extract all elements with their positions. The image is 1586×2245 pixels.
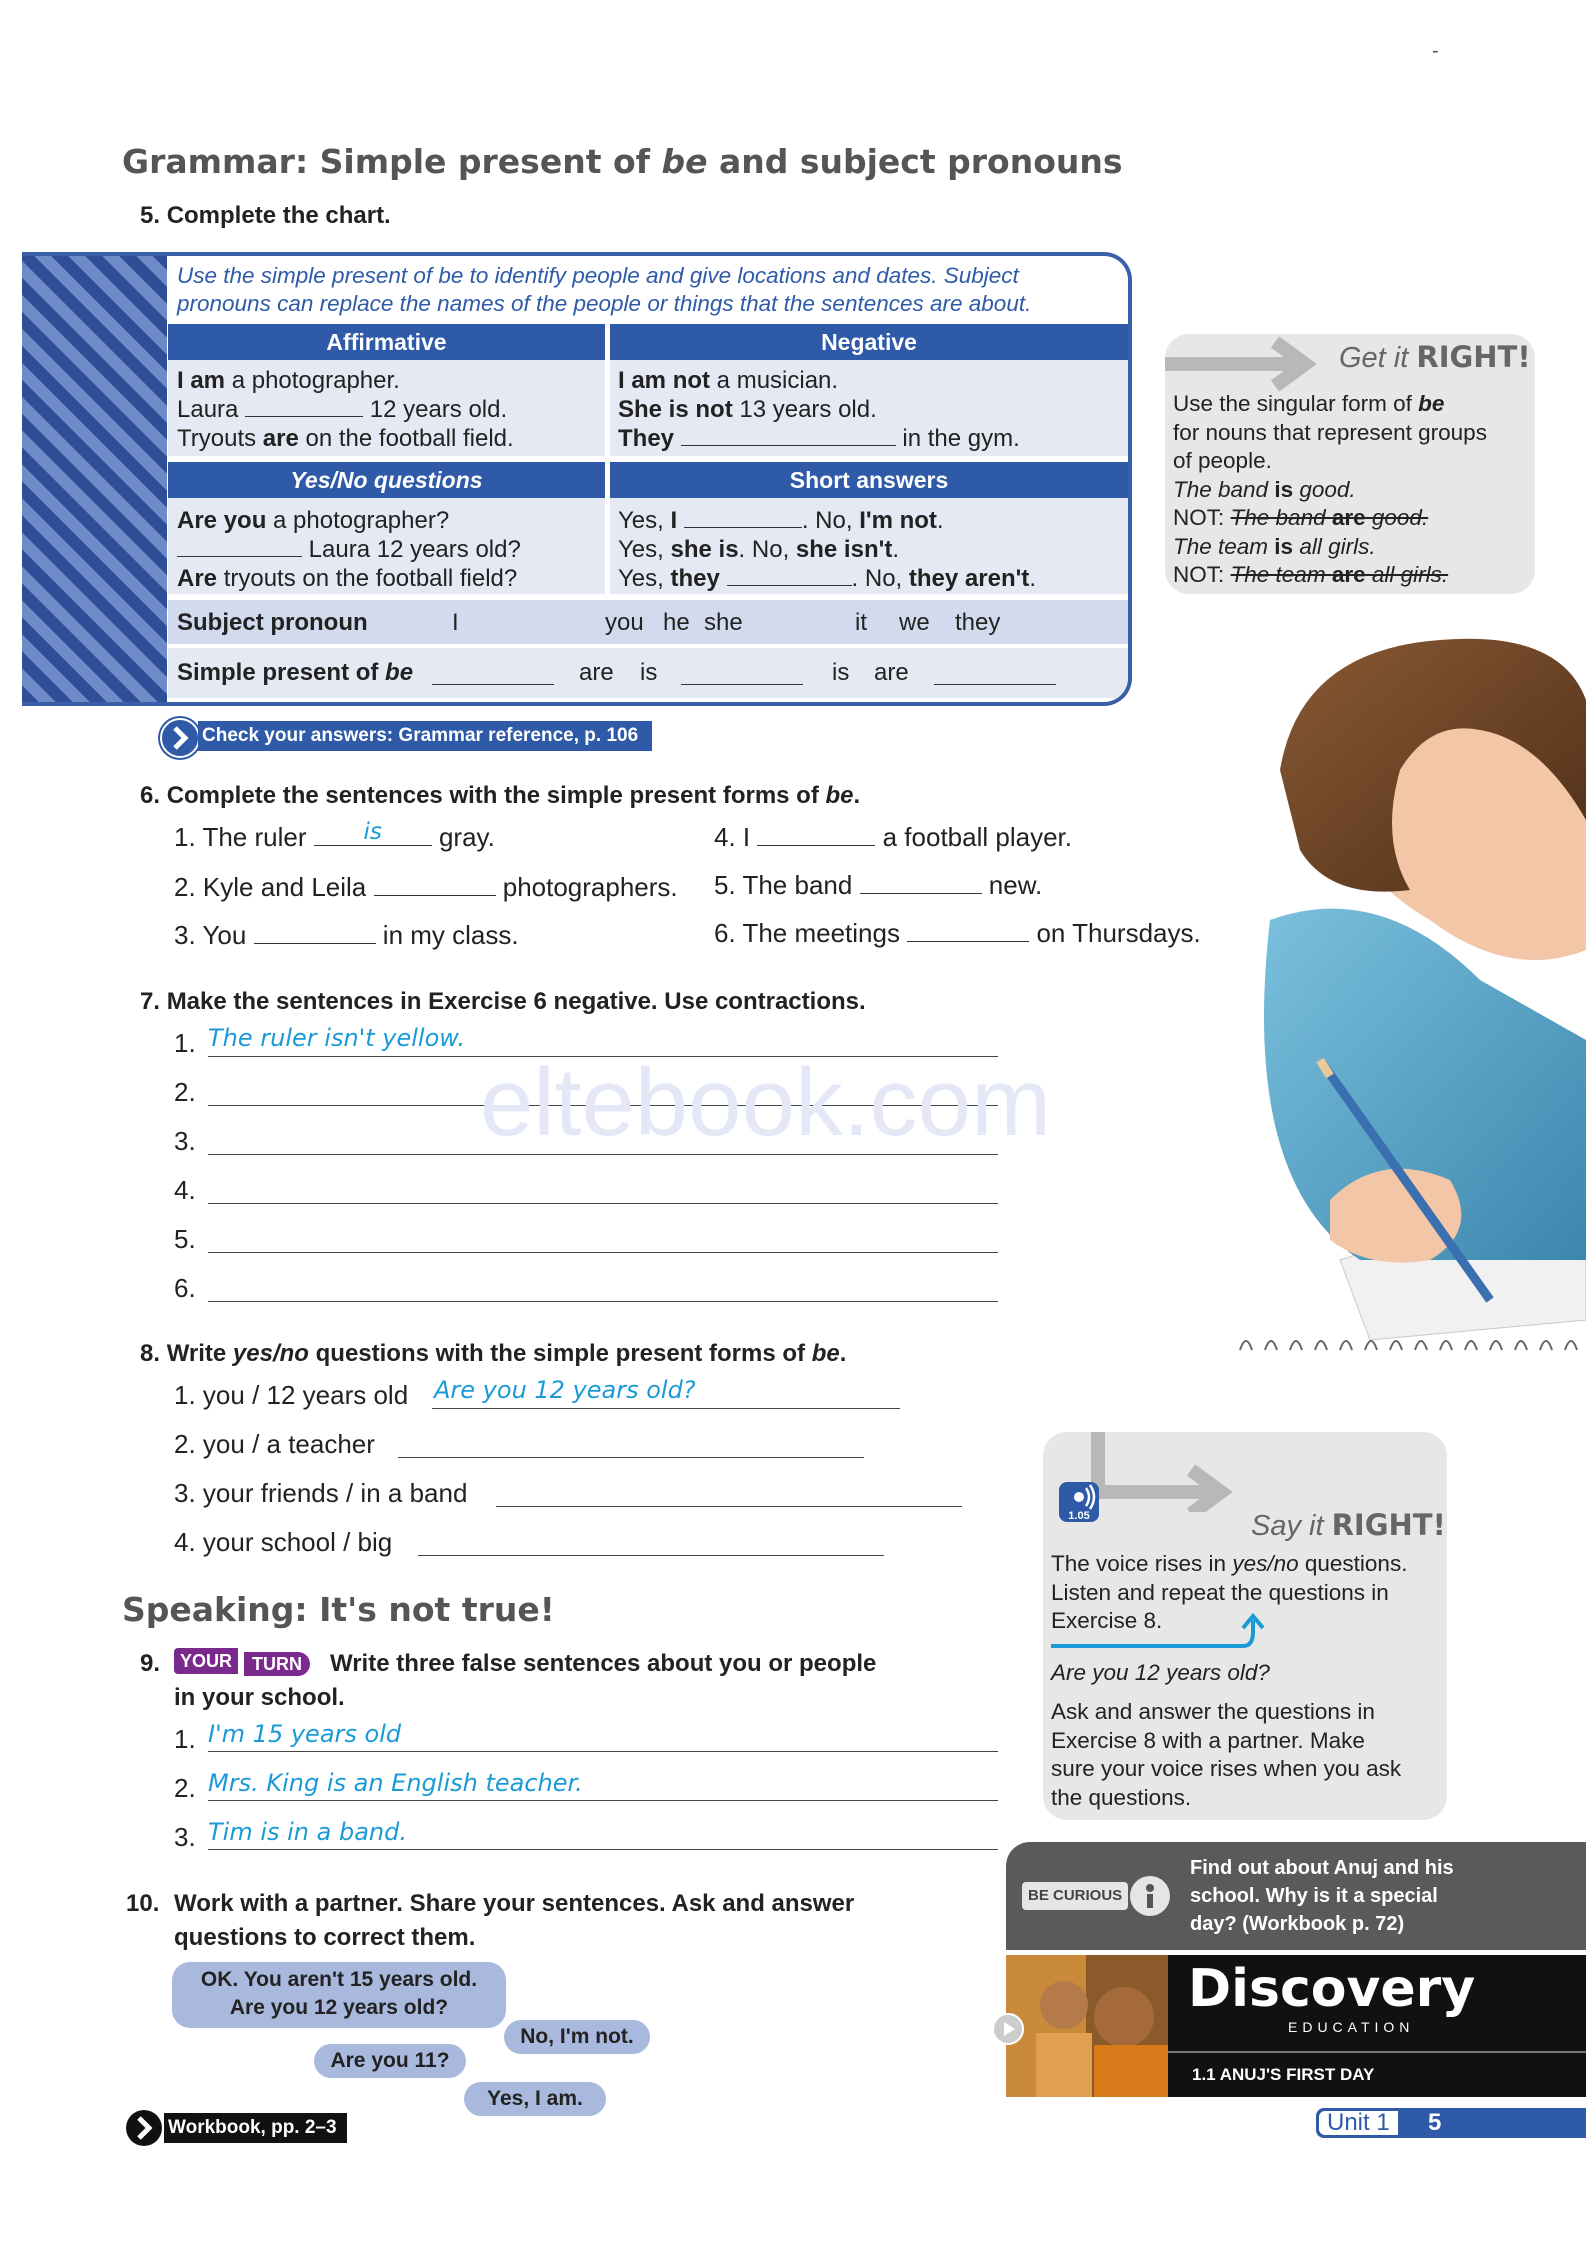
heading-grammar-pre: Grammar: Simple present of <box>122 142 662 181</box>
header-negative: Negative <box>610 324 1128 360</box>
speech-bubble-3: Are you 11? <box>314 2044 466 2078</box>
ex10-instruction-2: questions to correct them. <box>174 1924 476 1951</box>
be-is-1: is <box>640 659 658 686</box>
answer-line[interactable] <box>398 1457 864 1458</box>
ex6-item-2: 2. Kyle and Leila photographers. <box>174 872 678 902</box>
your-turn-badge <box>174 1648 324 1674</box>
video-thumbnail <box>1006 1955 1168 2097</box>
ex6-item-3: 3. You in my class. <box>174 920 519 950</box>
chevron-right-icon <box>126 2110 162 2146</box>
say-it-right-title: Say it RIGHT! <box>1251 1508 1446 1542</box>
get-it-right-title: Get it RIGHT! <box>1339 340 1531 374</box>
speech-bubble-2: No, I'm not. <box>504 2020 650 2054</box>
your-label: YOUR <box>174 1648 238 1674</box>
sa-row-1: Yes, I . No, I'm not. <box>618 507 944 534</box>
arrow-right-icon <box>1165 334 1335 394</box>
subject-pronoun-label: Subject pronoun <box>177 609 368 636</box>
ex9-answer-1: I'm 15 years old <box>208 1720 402 1748</box>
answer-line[interactable] <box>208 1849 998 1850</box>
yn-row-3: Are tryouts on the football field? <box>177 565 518 592</box>
check-answers-label: Check your answers: Grammar reference, p. 106 <box>198 721 652 751</box>
blank[interactable] <box>934 664 1056 685</box>
negative-examples <box>618 366 1020 453</box>
section-heading-grammar <box>122 142 1123 181</box>
play-icon[interactable] <box>992 2013 1024 2045</box>
ex7-num-2: 2. <box>174 1077 196 1107</box>
ex9-num-2: 2. <box>174 1773 196 1803</box>
exercise-6-heading: 6. Complete the sentences with the simple present forms of be. <box>140 782 861 809</box>
chart-intro-line1: Use the simple present of be to identify people and give locations and dates. Subject <box>177 263 1019 288</box>
be-curious-text: Find out about Anuj and his school. Why is it a special day? (Workbook p. 72) <box>1190 1857 1454 1935</box>
page-top-mark: - <box>1432 40 1439 62</box>
answer-line[interactable] <box>208 1252 998 1253</box>
answer-blank[interactable]: is <box>314 825 432 846</box>
chevron-right-icon <box>160 718 200 758</box>
ex7-num-1: 1. <box>174 1028 196 1058</box>
chart-stripes <box>22 256 167 702</box>
be-is-2: is <box>832 659 850 686</box>
say-it-right-example: Are you 12 years old? <box>1051 1660 1270 1685</box>
video-title: 1.1 ANUJ'S FIRST DAY <box>1192 2065 1375 2084</box>
answer-line[interactable] <box>208 1751 998 1752</box>
blank[interactable] <box>681 664 803 685</box>
heading-grammar-post: and subject pronouns <box>707 142 1123 181</box>
exercise-8-heading: 8. Write yes/no questions with the simple present forms of be. <box>140 1340 847 1367</box>
affirmative-examples <box>177 366 514 453</box>
ex8-answer-1: Are you 12 years old? <box>434 1376 696 1404</box>
ex9-num-3: 3. <box>174 1822 196 1852</box>
header-affirmative: Affirmative <box>168 324 605 360</box>
ex10-number: 10. <box>126 1890 160 1917</box>
page-footer-badge <box>1316 2108 1586 2138</box>
neg-row-1: I am not a musician. <box>618 367 839 394</box>
ex8-item-4: 4. your school / big <box>174 1527 393 1557</box>
header-short-answers: Short answers <box>610 462 1128 498</box>
get-it-right-text: Use the singular form of be for nouns that represent groups of people. The band is good. NOT: The band are good. The team is all girls. NOT: The team are all girls. <box>1173 391 1487 587</box>
page-number: 5 <box>1428 2109 1442 2136</box>
blank[interactable] <box>245 396 363 417</box>
answer-blank[interactable] <box>374 875 496 896</box>
ex8-item-1: 1. you / 12 years old <box>174 1380 409 1410</box>
pronoun-they: they <box>955 609 1001 636</box>
ex6-item-1: 1. The ruler is gray. <box>174 819 495 852</box>
ex7-num-6: 6. <box>174 1273 196 1303</box>
audio-icon[interactable] <box>1059 1482 1099 1522</box>
unit-label: Unit 1 <box>1319 2111 1398 2135</box>
blank[interactable] <box>432 664 554 685</box>
workbook-link[interactable] <box>126 2110 346 2146</box>
ex9-answer-3: Tim is in a band. <box>208 1818 407 1846</box>
ex6-item-6: 6. The meetings on Thursdays. <box>714 918 1201 948</box>
exercise-5-heading <box>140 202 391 230</box>
ex7-num-3: 3. <box>174 1126 196 1156</box>
blank[interactable] <box>177 536 302 557</box>
watermark: eltebook.com <box>480 1049 1051 1156</box>
answer-blank[interactable] <box>254 923 376 944</box>
turn-label: TURN <box>244 1652 310 1676</box>
aff-row-3: Tryouts are on the football field. <box>177 425 514 452</box>
aff-row-1: I am a photographer. <box>177 367 400 394</box>
ex9-num-1: 1. <box>174 1724 196 1754</box>
answer-blank[interactable] <box>860 873 982 894</box>
get-it-right-box <box>1165 334 1535 594</box>
answer-line[interactable] <box>208 1301 998 1302</box>
be-curious-panel <box>1006 1842 1586 1950</box>
say-it-right-instructions: The voice rises in yes/no questions. Listen and repeat the questions in Exercise 8. <box>1051 1551 1408 1633</box>
ex9-instruction-2: in your school. <box>174 1684 345 1711</box>
ex6-item-5: 5. The band new. <box>714 870 1043 900</box>
pronoun-she: she <box>704 609 743 636</box>
ex9-instruction-1: Write three false sentences about you or people <box>330 1650 877 1677</box>
ex7-num-4: 4. <box>174 1175 196 1205</box>
divider <box>1168 2051 1586 2053</box>
simple-present-label: Simple present of be <box>177 659 414 686</box>
workbook-label: Workbook, pp. 2–3 <box>164 2113 347 2143</box>
answer-blank[interactable] <box>757 825 875 846</box>
pronoun-he: he <box>663 609 690 636</box>
ex10-instruction-1: Work with a partner. Share your sentences. Ask and answer <box>174 1890 855 1917</box>
chart-intro <box>177 262 1031 318</box>
answer-line[interactable] <box>496 1506 962 1507</box>
exercise-5-instruction: Complete the chart. <box>166 202 391 229</box>
yn-row-2: Laura 12 years old? <box>177 535 521 564</box>
audio-track-number: 1.05 <box>1068 1510 1090 1522</box>
speech-bubble-1: OK. You aren't 15 years old. Are you 12 years old? <box>172 1962 506 2028</box>
chart-intro-line2: pronouns can replace the names of the people or things that the sentences are about. <box>177 291 1032 316</box>
discovery-education-label: EDUCATION <box>1288 2019 1415 2035</box>
answer-blank[interactable] <box>907 921 1029 942</box>
aff-row-2: Laura 12 years old. <box>177 396 508 423</box>
pronoun-you: you <box>605 609 644 636</box>
pronoun-we: we <box>899 609 930 636</box>
be-are-1: are <box>579 659 614 686</box>
answer-line[interactable] <box>208 1800 998 1801</box>
heading-grammar-be: be <box>661 142 708 181</box>
discovery-logo: Discovery <box>1188 1959 1476 2019</box>
grammar-chart <box>22 252 1132 706</box>
answer-line[interactable] <box>418 1555 884 1556</box>
pronoun-it: it <box>855 609 867 636</box>
blank[interactable] <box>681 425 896 446</box>
ex8-item-2: 2. you / a teacher <box>174 1429 375 1459</box>
section-heading-speaking: Speaking: It's not true! <box>122 1590 555 1629</box>
neg-row-3: They in the gym. <box>618 425 1020 452</box>
check-answers-link[interactable] <box>160 718 639 750</box>
say-it-right-task: Ask and answer the questions in Exercise 8 with a partner. Make sure your voice rises when you ask the questions. <box>1051 1699 1402 1810</box>
ex9-number: 9. <box>140 1650 161 1677</box>
exercise-7-heading: 7. Make the sentences in Exercise 6 negative. Use contractions. <box>140 988 866 1015</box>
ex7-num-5: 5. <box>174 1224 196 1254</box>
discovery-video-panel[interactable] <box>1006 1955 1586 2097</box>
answer-line[interactable] <box>432 1408 900 1409</box>
pronoun-i: I <box>452 609 459 636</box>
info-icon <box>1130 1876 1170 1916</box>
exercise-5-number: 5. <box>140 202 161 229</box>
speech-bubble-4: Yes, I am. <box>464 2082 606 2116</box>
neg-row-2: She is not 13 years old. <box>618 396 877 423</box>
boy-writing-photo <box>1180 620 1586 1390</box>
yes-no-examples <box>177 506 521 593</box>
sa-row-3: Yes, they . No, they aren't. <box>618 565 1036 592</box>
ex6-item-4: 4. I a football player. <box>714 822 1072 852</box>
short-answer-examples <box>618 506 1036 593</box>
be-are-2: are <box>874 659 909 686</box>
sa-row-2: Yes, she is. No, she isn't. <box>618 536 899 563</box>
ex7-answer-1: The ruler isn't yellow. <box>208 1024 466 1052</box>
answer-line[interactable] <box>208 1203 998 1204</box>
blank[interactable] <box>684 507 802 528</box>
blank[interactable] <box>727 565 852 586</box>
ex8-item-3: 3. your friends / in a band <box>174 1478 468 1508</box>
be-curious-label: BE CURIOUS <box>1022 1882 1128 1910</box>
ex9-answer-2: Mrs. King is an English teacher. <box>208 1769 583 1797</box>
say-it-right-box <box>1043 1432 1447 1820</box>
rising-intonation-arrow-icon <box>1043 1612 1283 1652</box>
yn-row-1: Are you a photographer? <box>177 507 450 534</box>
header-yes-no: Yes/No questions <box>168 462 605 498</box>
